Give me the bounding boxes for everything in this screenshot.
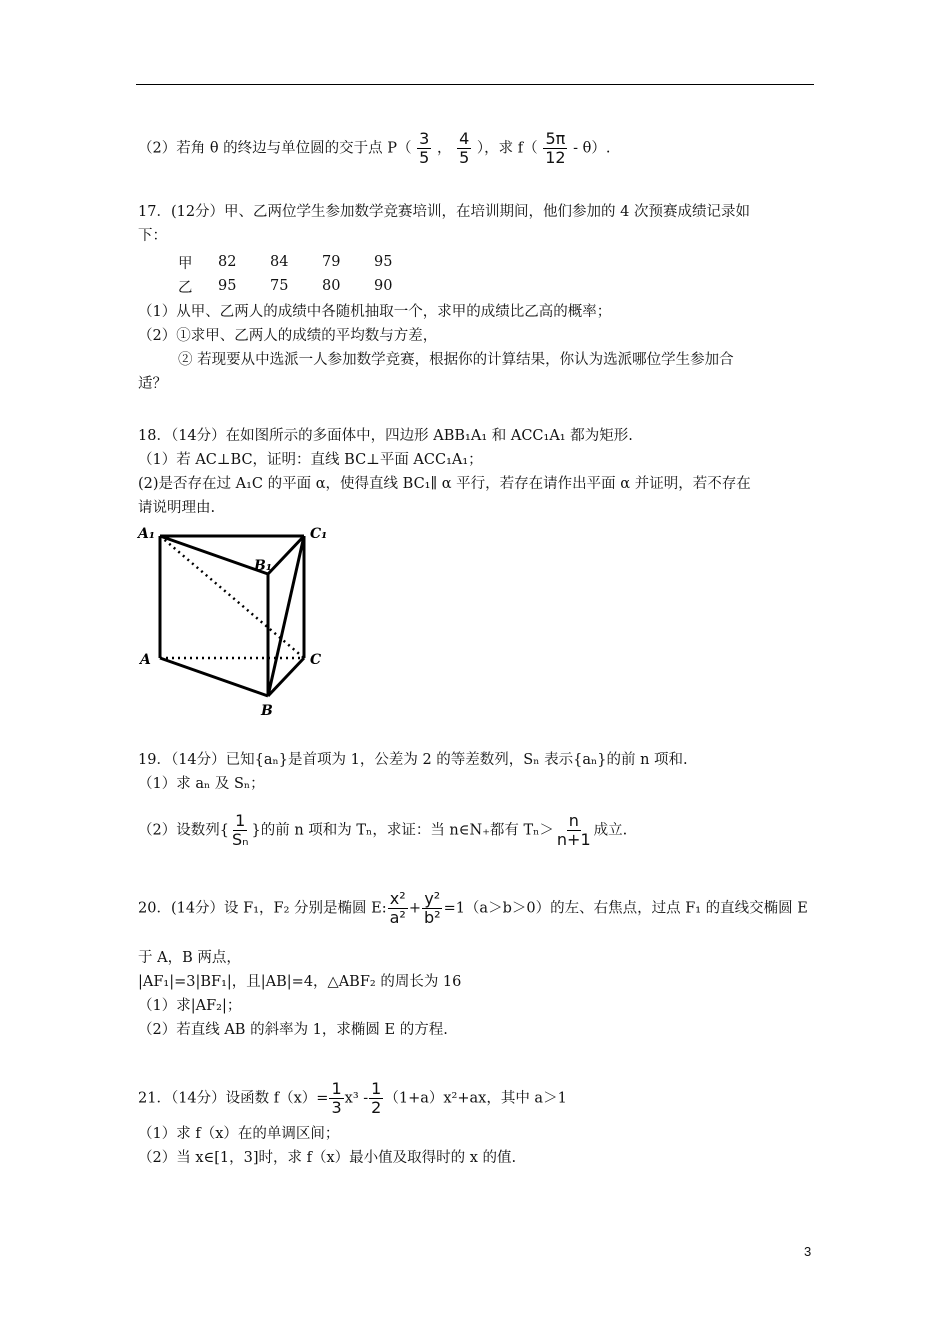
q19-part2: （2）设数列{ $\frac{1}{\text{Sₙ}}$ }的前 n 项和为 Tₙ，求证：当 n∈N₊都有 Tₙ＞ $\frac{n}{n+1}$ 成立.: [138, 811, 628, 849]
fraction: $\frac{5\pi}{12}$: [545, 129, 566, 167]
page-number: 3: [804, 1244, 812, 1259]
label-b1: B₁: [254, 558, 272, 574]
fraction: $\frac{4}{5}$: [459, 129, 470, 167]
label-a: A: [140, 652, 151, 668]
label-a1: A₁: [138, 526, 155, 542]
fraction: $\frac{1}{2}$: [371, 1079, 382, 1117]
q18-part1: （1）若 AC⊥BC，证明：直线 BC⊥平面 ACC₁A₁；: [138, 452, 483, 468]
table-row: 乙 95 75 80 90: [178, 278, 393, 296]
fraction: $\frac{\text{y²}}{\text{b²}}$: [423, 889, 441, 927]
q20-part2: （2）若直线 AB 的斜率为 1，求椭圆 E 的方程.: [138, 1022, 448, 1038]
fraction: $\frac{n}{n+1}$: [556, 811, 591, 849]
edge-a1b1: [160, 536, 268, 574]
prism-diagram: [136, 518, 336, 718]
q17-part2b: ② 若现要从中选派一人参加数学竞赛，根据你的计算结果，你认为选派哪位学生参加合: [178, 352, 734, 368]
label-c1: C₁: [310, 526, 328, 542]
q17-stem-cont: 下：: [138, 228, 167, 244]
q17-part2: （2）①求甲、乙两人的成绩的平均数与方差，: [138, 328, 438, 344]
q21-stem: 21．（14分）设函数 f（x）= $\frac{1}{3}$ x³ - $\frac{1}{2}$ （1+a）x²+ax，其中 a＞1: [138, 1079, 567, 1117]
edge-bc1: [268, 536, 304, 696]
prism-figure: [136, 518, 336, 718]
q21-part2: （2）当 x∈[1，3]时，求 f（x）最小值及取得时的 x 的值.: [138, 1150, 517, 1166]
fraction: $\frac{1}{\text{Sₙ}}$: [231, 811, 249, 849]
label-c: C: [310, 652, 322, 668]
hidden-edge-a1c: [160, 536, 304, 658]
q21-part1: （1）求 f（x）在的单调区间；: [138, 1126, 340, 1142]
fraction: $\frac{\text{x²}}{\text{a²}}$: [389, 889, 406, 927]
q18-part2b: 请说明理由.: [138, 500, 216, 516]
q17-part1: （1）从甲、乙两人的成绩中各随机抽取一个，求甲的成绩比乙高的概率；: [138, 304, 612, 320]
q18-stem: 18．（14分）在如图所示的多面体中，四边形 ABB₁A₁ 和 ACC₁A₁ 都为矩形.: [138, 428, 633, 444]
q19-stem: 19．（14分）已知{aₙ}是首项为 1，公差为 2 的等差数列，Sₙ 表示{aₙ}的前 n 项和.: [138, 752, 688, 768]
q16-part2: （2）若角 θ 的终边与单位圆的交于点 P（ $\frac{3}{5}$ ， $\frac{4}{5}$ ），求 f（ $\frac{5\pi}{12}$ - θ）.: [138, 129, 611, 167]
q20-condition: |AF₁|=3|BF₁|，且|AB|=4，△ABF₂ 的周长为 16: [138, 974, 462, 990]
q20-stem-cont: 于 A，B 两点，: [138, 950, 241, 966]
label-b: B: [261, 703, 273, 718]
edge-ab: [160, 658, 268, 696]
fraction: $\frac{3}{5}$: [419, 129, 430, 167]
fraction: $\frac{1}{3}$: [331, 1079, 342, 1117]
q20-stem: 20．(14分）设 F₁，F₂ 分别是椭圆 E: $\frac{\text{x²}}{\text{a²}}$ + $\frac{\text{y²}}{\text{b²}}$ =1（a＞b＞0）的左、右焦点，过点 F₁ 的直线交椭圆 E: [138, 889, 808, 927]
score-table: [178, 250, 426, 298]
q19-part1: （1）求 aₙ 及 Sₙ；: [138, 776, 265, 792]
q17-stem: 17．(12分）甲、乙两位学生参加数学竞赛培训，在培训期间，他们参加的 4 次预赛成绩记录如: [138, 204, 750, 220]
q17-part2c: 适？: [138, 376, 167, 392]
q18-part2: (2)是否存在过 A₁C 的平面 α，使得直线 BC₁∥ α 平行，若存在请作出平面 α 并证明，若不存在: [138, 476, 751, 492]
table-row: 甲 82 84 79 95: [178, 254, 393, 272]
q20-part1: （1）求|AF₂|；: [138, 998, 242, 1014]
header-rule: [136, 84, 814, 85]
